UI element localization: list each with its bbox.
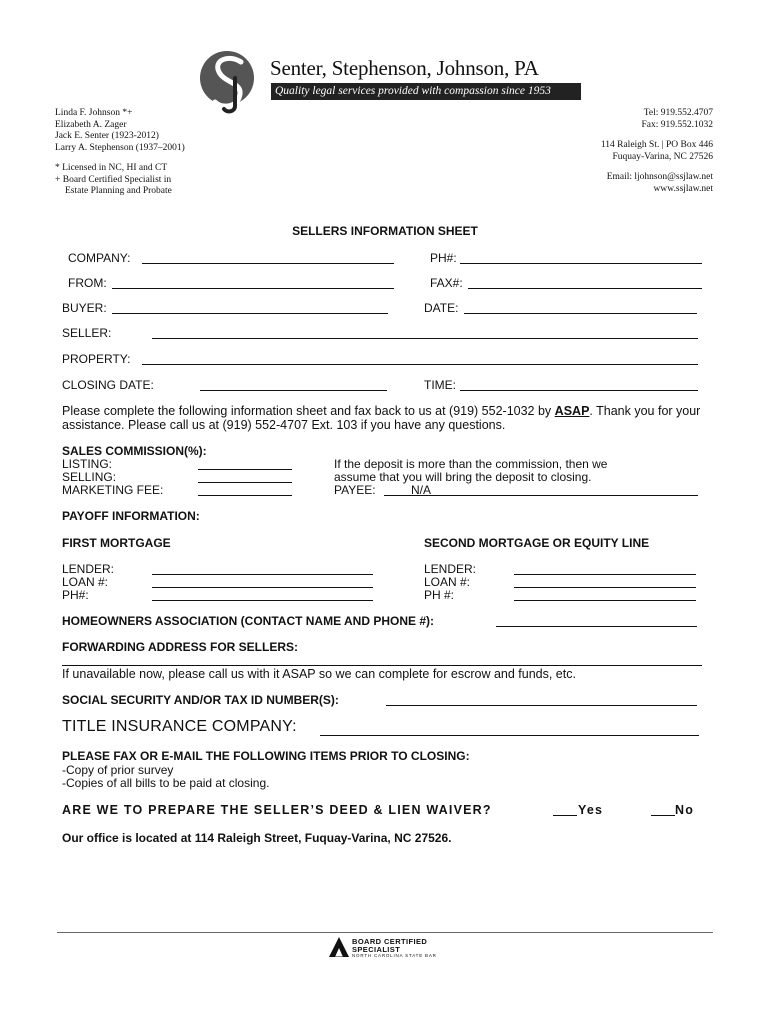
office-note: Our office is located at 114 Raleigh Street, Fuquay-Varina, NC 27526. [62,831,452,845]
listing-label: LISTING: [62,457,113,471]
footer-divider [57,932,713,933]
from-field[interactable] [112,288,394,289]
title-insurance-field[interactable] [320,735,699,736]
property-label: PROPERTY: [62,352,131,366]
badge-line-2: SPECIALIST [352,944,401,954]
badge-line-3: NORTH CAROLINA STATE BAR [352,953,437,958]
attorney-name: Jack E. Senter (1923-2012) [55,131,159,141]
ph-label: PH#: [430,251,457,265]
badge-line-1: BOARD CERTIFIED [352,937,428,946]
fax-item: -Copy of prior survey [62,763,174,777]
fax-item: -Copies of all bills to be paid at closing. [62,776,270,790]
closing-date-field[interactable] [200,390,387,391]
unavailable-note: If unavailable now, please call us with it ASAP so we can complete for escrow and funds, etc. [62,667,576,681]
first-ph-field[interactable] [152,600,373,601]
address-line-2: Fuquay-Varina, NC 27526 [612,151,713,162]
address-line-1: 114 Raleigh St. | PO Box 446 [600,140,713,150]
firm-tagline: Quality legal services provided with compassion since 1953 [271,83,581,100]
second-loan-label: LOAN #: [424,575,471,589]
fax-label: FAX#: [430,276,463,290]
first-loan-label: LOAN #: [62,575,109,589]
property-field[interactable] [142,364,698,365]
website-link[interactable]: www.ssjlaw.net [653,183,713,194]
first-loan-field[interactable] [152,587,373,588]
payoff-heading: PAYOFF INFORMATION: [62,509,200,523]
yes-field[interactable] [553,815,577,816]
attorney-name: Elizabeth A. Zager [55,119,127,130]
listing-field[interactable] [198,469,292,470]
attorney-name: Larry A. Stephenson (1937–2001) [55,142,185,153]
second-ph-label: PH #: [424,588,455,602]
second-lender-field[interactable] [514,574,696,575]
attorney-list [55,108,185,198]
seller-label: SELLER: [62,326,112,340]
forwarding-label: FORWARDING ADDRESS FOR SELLERS: [62,640,299,654]
seller-field[interactable] [152,338,698,339]
company-label: COMPANY: [68,251,131,265]
no-field[interactable] [651,815,675,816]
email: Email: ljohnson@ssjlaw.net [606,172,713,182]
second-ph-field[interactable] [514,600,696,601]
second-mortgage-heading: SECOND MORTGAGE OR EQUITY LINE [424,536,650,550]
buyer-label: BUYER: [62,301,107,315]
deposit-note-2: assume that you will bring the deposit to closing. [334,470,592,484]
date-field[interactable] [464,313,697,314]
date-label: DATE: [424,301,459,315]
first-lender-label: LENDER: [62,562,115,576]
selling-field[interactable] [198,482,292,483]
license-note: * Licensed in NC, HI and CT [55,163,168,173]
forwarding-field[interactable] [62,665,702,666]
hoa-label: HOMEOWNERS ASSOCIATION (CONTACT NAME AND PHONE #): [62,614,434,628]
fax-field[interactable] [468,288,702,289]
time-label: TIME: [424,378,456,392]
first-mortgage-heading: FIRST MORTGAGE [62,536,171,550]
marketing-fee-field[interactable] [198,495,292,496]
buyer-field[interactable] [112,313,388,314]
marketing-fee-label: MARKETING FEE: [62,483,164,497]
form-title: SELLERS INFORMATION SHEET [292,224,478,238]
sales-commission-heading: SALES COMMISSION(%): [62,444,207,458]
firm-name: Senter, Stephenson, Johnson, PA [270,56,539,80]
deposit-note-1: If the deposit is more than the commission, then we [334,457,608,471]
bcs-logo-icon [329,937,349,957]
ph-field[interactable] [460,263,702,264]
specialist-note-cont: Estate Planning and Probate [65,186,172,196]
contact-block [601,108,713,195]
payee-field[interactable] [384,495,698,496]
first-lender-field[interactable] [152,574,373,575]
ssn-label: SOCIAL SECURITY AND/OR TAX ID NUMBER(S): [62,693,339,707]
board-certified-badge [329,937,444,959]
selling-label: SELLING: [62,470,117,484]
ssn-field[interactable] [386,705,697,706]
payee-value: N/A [411,483,432,497]
asap-emphasis: ASAP [554,404,590,418]
specialist-note: + Board Certified Specialist in [55,174,172,185]
fax-items-heading: PLEASE FAX OR E-MAIL THE FOLLOWING ITEMS PRIOR TO CLOSING: [62,749,470,763]
deed-question: ARE WE TO PREPARE THE SELLER’S DEED & LIEN WAIVER? [62,803,492,817]
second-loan-field[interactable] [514,587,696,588]
instruction-paragraph: Please complete the following information sheet and fax back to us at (919) 552-1032 by ASAP. Thank you for your assistance. Please call us at (919) 552-4707 Ext. 103 if you have any questions. [62,404,701,432]
from-label: FROM: [68,276,107,290]
no-label: No [675,803,695,817]
phone: Tel: 919.552.4707 [643,108,713,118]
payee-label: PAYEE: [334,483,376,497]
time-field[interactable] [460,390,698,391]
yes-label: Yes [578,803,604,817]
hoa-field[interactable] [496,626,697,627]
attorney-name: Linda F. Johnson *+ [55,108,133,118]
first-ph-label: PH#: [62,588,89,602]
title-insurance-label: TITLE INSURANCE COMPANY: [62,718,297,735]
firm-logo [197,48,263,114]
company-field[interactable] [142,263,394,264]
closing-date-label: CLOSING DATE: [62,378,154,392]
fax: Fax: 919.552.1032 [641,119,713,130]
second-lender-label: LENDER: [424,562,477,576]
